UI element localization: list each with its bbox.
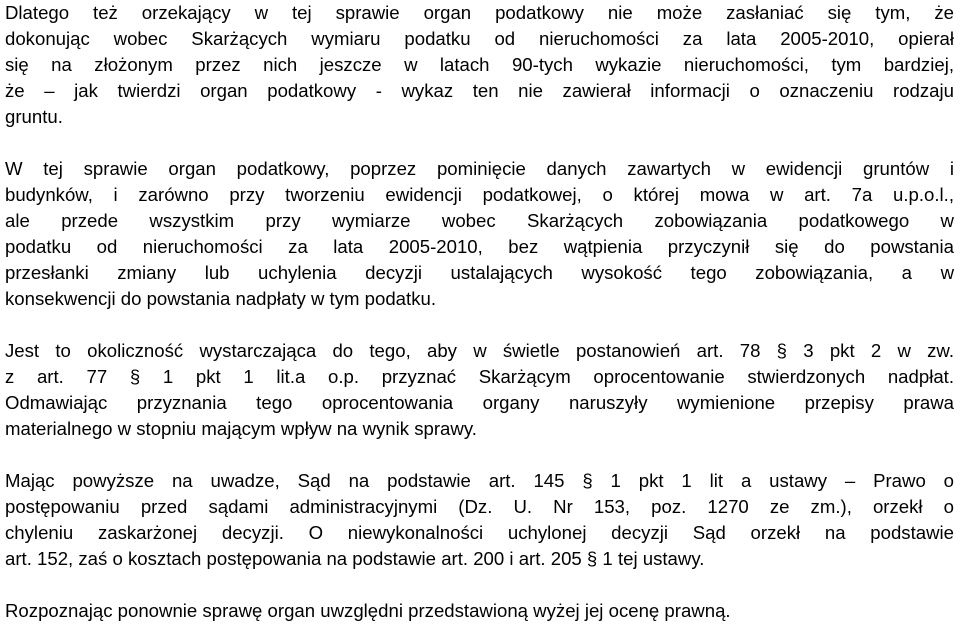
paragraph-3 — [5, 338, 954, 442]
text-line: konsekwencji do powstania nadpłaty w tym podatku. — [5, 288, 436, 309]
text-line: Mając powyższe na uwadze, Sąd na podstawie art. 145 § 1 pkt 1 lit a ustawy – Prawo o — [5, 470, 954, 491]
text-line: Jest to okoliczność wystarczająca do tego, aby w świetle postanowień art. 78 § 3 pkt 2 w zw. — [5, 340, 954, 361]
text-line: dokonując wobec Skarżących wymiaru podatku od nieruchomości za lata 2005-2010, opierał — [5, 28, 954, 49]
text-line: postępowaniu przed sądami administracyjnymi (Dz. U. Nr 153, poz. 1270 ze zm.), orzekł o — [5, 496, 954, 517]
text-line: Rozpoznając ponownie sprawę organ uwzględni przedstawioną wyżej jej ocenę prawną. — [5, 600, 731, 621]
text-line: Dlatego też orzekający w tej sprawie organ podatkowy nie może zasłaniać się tym, że — [5, 2, 954, 23]
text-line: art. 152, zaś o kosztach postępowania na podstawie art. 200 i art. 205 § 1 tej ustawy. — [5, 548, 705, 569]
paragraph-4 — [5, 468, 954, 572]
text-line: chyleniu zaskarżonej decyzji. O niewykonalności uchylonej decyzji Sąd orzekł na podstawie — [5, 522, 954, 543]
paragraph-1 — [5, 0, 954, 130]
text-line: przesłanki zmiany lub uchylenia decyzji ustalających wysokość tego zobowiązania, a w — [5, 262, 954, 283]
text-line: podatku od nieruchomości za lata 2005-2010, bez wątpienia przyczynił się do powstania — [5, 236, 954, 257]
text-line: materialnego w stopniu mającym wpływ na wynik sprawy. — [5, 418, 477, 439]
text-line: się na złożonym przez nich jeszcze w latach 90-tych wykazie nieruchomości, tym bardziej, — [5, 54, 954, 75]
paragraph-5 — [5, 598, 954, 624]
text-line: ale przede wszystkim przy wymiarze wobec Skarżących zobowiązania podatkowego w — [5, 210, 954, 231]
paragraph-2 — [5, 156, 954, 312]
text-line: W tej sprawie organ podatkowy, poprzez pominięcie danych zawartych w ewidencji gruntów i — [5, 158, 954, 179]
text-line: Odmawiając przyznania tego oprocentowania organy naruszyły wymienione przepisy prawa — [5, 392, 954, 413]
text-line: że – jak twierdzi organ podatkowy - wykaz ten nie zawierał informacji o oznaczeniu rodzaju — [5, 80, 954, 101]
text-line: z art. 77 § 1 pkt 1 lit.a o.p. przyznać Skarżącym oprocentowanie stwierdzonych nadpłat. — [5, 366, 954, 387]
text-line: budynków, i zarówno przy tworzeniu ewidencji podatkowej, o której mowa w art. 7a u.p.o.l., — [5, 184, 954, 205]
text-line: gruntu. — [5, 106, 63, 127]
